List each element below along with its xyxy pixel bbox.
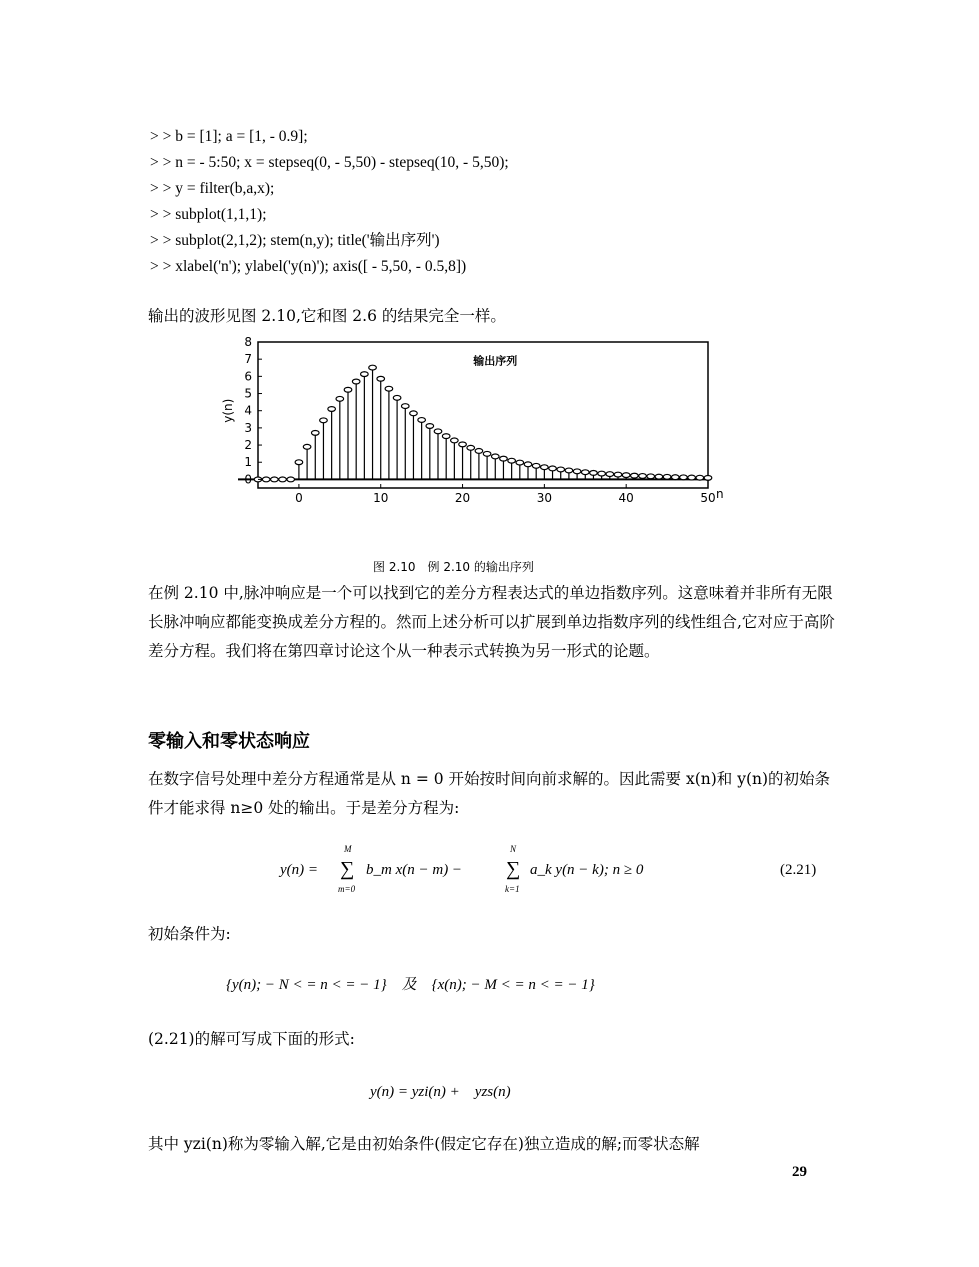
stem-marker — [271, 477, 279, 482]
solution-equation: y(n) = yzi(n) + yzs(n) — [370, 1084, 511, 1100]
stem-mark — [639, 474, 647, 480]
stem-mark — [442, 434, 450, 480]
stem-mark — [352, 379, 360, 479]
stem-marker — [459, 442, 467, 447]
stem-marker — [541, 465, 549, 470]
stem-marker — [442, 434, 450, 439]
stem-marker — [385, 386, 393, 391]
stem-mark — [696, 475, 704, 480]
stem-marker — [704, 475, 712, 480]
chart-title: 输出序列 — [473, 354, 518, 368]
stem-mark — [516, 460, 524, 479]
stem-marker — [295, 460, 303, 465]
code-line: > > y = filter(b,a,x); — [150, 180, 275, 197]
page-number: 29 — [792, 1164, 807, 1180]
stem-mark — [271, 477, 279, 482]
stem-marker — [606, 472, 614, 477]
section-heading: 零输入和零状态响应 — [148, 731, 310, 752]
eq-sum2-bottom: k=1 — [505, 884, 520, 894]
stem-marker — [573, 469, 581, 474]
stem-marker — [639, 474, 647, 479]
stem-mark — [491, 454, 499, 479]
stem-marker — [655, 474, 663, 479]
stem-mark — [459, 442, 467, 479]
stem-mark — [475, 448, 483, 479]
sigma-icon: ∑ — [506, 858, 521, 880]
stem-marker — [287, 477, 295, 482]
stem-mark — [434, 429, 442, 479]
stem-marker — [303, 444, 311, 449]
x-tick-label: 40 — [618, 491, 634, 505]
eq-sum1-bottom: m=0 — [338, 884, 356, 894]
stem-mark — [410, 411, 418, 480]
eq-sum1-top: M — [344, 844, 352, 854]
stem-mark — [451, 438, 459, 479]
stem-mark — [500, 456, 508, 479]
x-tick-label: 10 — [373, 491, 389, 505]
stem-plot — [218, 330, 728, 510]
paragraph-3: 其中 yzi(n)称为零输入解,它是由初始条件(假定它存在)独立造成的解;而零状态解 — [148, 1135, 700, 1153]
stem-marker — [344, 387, 352, 392]
intro-text: 输出的波形见图 2.10,它和图 2.6 的结果完全一样。 — [148, 307, 506, 325]
stem-mark — [311, 430, 319, 479]
stem-mark — [262, 477, 270, 482]
eq-term1: b_m x(n − m) − — [366, 862, 463, 878]
stem-mark — [336, 396, 344, 479]
stem-marker — [663, 474, 671, 479]
eq-lhs: y(n) = — [280, 862, 319, 878]
y-tick-label: 0 — [244, 472, 252, 487]
y-tick-label: 7 — [244, 352, 252, 367]
stem-marker — [671, 475, 679, 480]
sigma-icon: ∑ — [340, 858, 355, 880]
stem-mark — [303, 444, 311, 479]
stem-marker — [532, 463, 540, 468]
code-line: > > subplot(1,1,1); — [150, 206, 267, 223]
stem-marker — [565, 468, 573, 473]
stem-marker — [475, 448, 483, 453]
solution-text: (2.21)的解可写成下面的形式: — [148, 1030, 355, 1048]
stem-marker — [581, 470, 589, 475]
stem-marker — [614, 472, 622, 477]
stem-mark — [483, 451, 491, 479]
stem-marker — [491, 454, 499, 459]
eq-term2: a_k y(n − k); n ≥ 0 — [530, 862, 644, 878]
stem-mark — [328, 407, 336, 480]
stem-marker — [598, 471, 606, 476]
stem-mark — [581, 470, 589, 480]
stem-mark — [418, 418, 426, 480]
paragraph-1: 在例 2.10 中,脉冲响应是一个可以找到它的差分方程表达式的单边指数序列。这意味着并非所有无限长脉冲响应都能变换成差分方程的。然而上述分析可以扩展到单边指数序列的线性组合,它对应于高阶差分方程。我们将在第四章讨论这个从一种表示式转换为另一形式的论题。 — [148, 584, 835, 660]
stem-mark — [622, 473, 630, 480]
stem-mark — [663, 474, 671, 479]
stem-mark — [524, 462, 532, 480]
stem-mark — [369, 365, 377, 479]
stem-marker — [311, 430, 319, 435]
stem-marker — [696, 475, 704, 480]
code-line: > > subplot(2,1,2); stem(n,y); title('输出序列') — [150, 232, 440, 249]
stem-mark — [295, 460, 303, 480]
stem-marker — [516, 460, 524, 465]
stem-mark — [688, 475, 696, 480]
code-line: > > b = [1]; a = [1, - 0.9]; — [150, 128, 308, 145]
x-tick-label: 50 — [700, 491, 716, 505]
stem-mark — [508, 458, 516, 479]
stem-marker — [500, 456, 508, 461]
stem-marker — [467, 445, 475, 450]
stem-marker — [410, 411, 418, 416]
x-tick-label: 20 — [454, 491, 471, 505]
stem-marker — [361, 372, 369, 377]
stem-mark — [549, 466, 557, 479]
stem-mark — [647, 474, 655, 479]
y-tick-label: 1 — [244, 455, 252, 470]
stem-mark — [361, 372, 369, 480]
stem-marker — [622, 473, 630, 478]
stem-mark — [541, 465, 549, 480]
stem-mark — [401, 404, 409, 480]
stem-marker — [451, 438, 459, 443]
stem-mark — [590, 470, 598, 479]
stem-mark — [606, 472, 614, 480]
stem-mark — [320, 418, 328, 479]
stem-marker — [434, 429, 442, 434]
y-tick-label: 6 — [244, 369, 252, 384]
stem-mark — [573, 469, 581, 479]
x-tick-label: 30 — [536, 491, 553, 505]
stem-mark — [385, 386, 393, 479]
stem-marker — [262, 477, 270, 482]
stem-series — [254, 365, 712, 482]
stem-marker — [590, 470, 598, 475]
y-tick-label: 3 — [244, 420, 252, 435]
y-tick-label: 5 — [244, 386, 252, 401]
paragraph-2: 在数字信号处理中差分方程通常是从 n = 0 开始按时间向前求解的。因此需要 x(n)和 y(n)的初始条件才能求得 n≥0 处的输出。于是差分方程为: — [148, 770, 831, 817]
y-tick-label: 4 — [244, 403, 252, 418]
stem-mark — [557, 467, 565, 479]
stem-mark — [704, 475, 712, 480]
initial-conditions: {y(n); − N < = n < = − 1} 及 {x(n); − M < = n < = − 1} — [226, 977, 595, 993]
stem-marker — [336, 396, 344, 401]
stem-mark — [426, 424, 434, 480]
stem-mark — [655, 474, 663, 479]
y-tick-label: 2 — [244, 438, 252, 453]
stem-mark — [671, 475, 679, 480]
stem-marker — [279, 477, 287, 482]
stem-marker — [377, 376, 385, 381]
eq-sum2-top: N — [510, 844, 517, 854]
stem-mark — [467, 445, 475, 479]
stem-marker — [369, 365, 377, 370]
stem-marker — [426, 424, 434, 429]
y-tick-label: 8 — [244, 335, 252, 349]
stem-marker — [508, 458, 516, 463]
equation-number: (2.21) — [780, 862, 817, 878]
stem-marker — [647, 474, 655, 479]
stem-mark — [377, 376, 385, 479]
stem-marker — [401, 404, 409, 409]
stem-mark — [279, 477, 287, 482]
stem-mark — [344, 387, 352, 479]
x-axis-label: n — [716, 487, 724, 501]
x-tick-label: 0 — [295, 491, 303, 505]
code-line: > > n = - 5:50; x = stepseq(0, - 5,50) - stepseq(10, - 5,50); — [150, 154, 509, 171]
stem-marker — [549, 466, 557, 471]
stem-marker — [418, 418, 426, 423]
stem-mark — [565, 468, 573, 479]
y-axis-label: y(n) — [221, 398, 235, 423]
matlab-code-block — [150, 124, 509, 280]
stem-marker — [688, 475, 696, 480]
stem-marker — [352, 379, 360, 384]
stem-marker — [393, 395, 401, 400]
init-label: 初始条件为: — [148, 925, 231, 943]
stem-marker — [680, 475, 688, 480]
stem-marker — [320, 418, 328, 423]
stem-marker — [557, 467, 565, 472]
stem-marker — [524, 462, 532, 467]
stem-mark — [614, 472, 622, 479]
stem-mark — [287, 477, 295, 482]
stem-mark — [532, 463, 540, 479]
stem-marker — [631, 473, 639, 478]
stem-mark — [680, 475, 688, 480]
stem-mark — [598, 471, 606, 479]
stem-mark — [393, 395, 401, 479]
stem-marker — [328, 407, 336, 412]
figure-caption: 图 2.10 例 2.10 的输出序列 — [373, 560, 534, 574]
stem-marker — [483, 451, 491, 456]
code-line: > > xlabel('n'); ylabel('y(n)'); axis([ - 5,50, - 0.5,8]) — [150, 258, 467, 275]
